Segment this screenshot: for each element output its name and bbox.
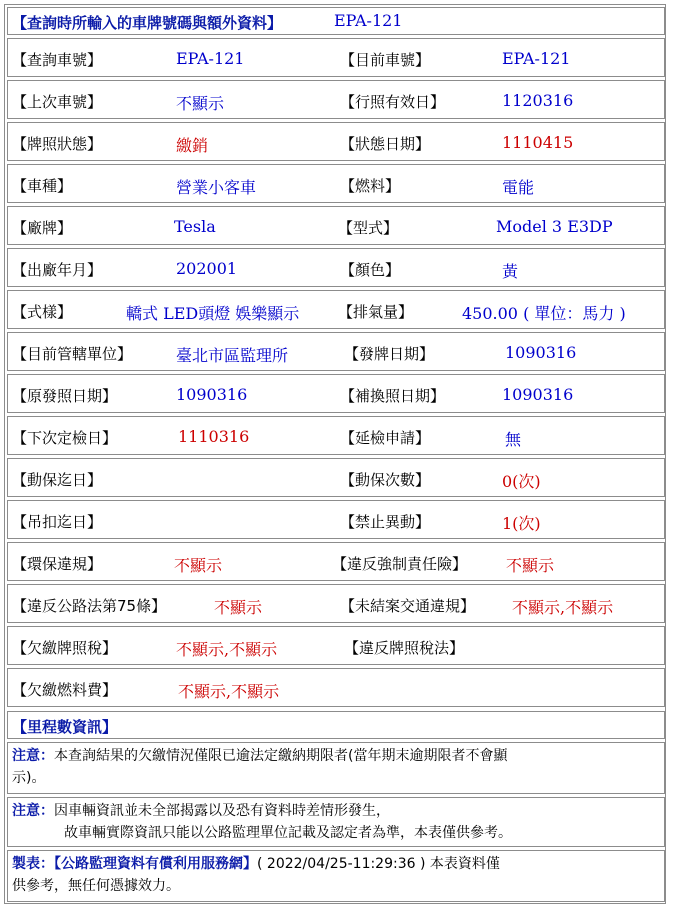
- table-row: [7, 542, 665, 581]
- field-value: 不顯示: [506, 556, 555, 575]
- field-value: 不顯示: [214, 598, 263, 617]
- table-row: [7, 206, 665, 245]
- field-label: 【顏色】: [340, 261, 401, 279]
- field-value: 不顯示,不顯示: [512, 598, 614, 617]
- field-value: 202001: [176, 259, 238, 278]
- field-label: 【上次車號】: [12, 93, 103, 111]
- field-label: 【式樣】: [12, 303, 73, 321]
- table-row: [7, 458, 665, 497]
- field-value: 不顯示: [176, 94, 225, 113]
- note-1-line2: 示)。: [12, 770, 46, 786]
- field-label: 【下次定檢日】: [12, 429, 118, 447]
- field-label: 【目前車號】: [340, 51, 431, 69]
- table-row: [7, 668, 665, 707]
- note-2-line1: 因車輛資訊並未全部揭露以及恐有資料時差情形發生，: [54, 803, 390, 819]
- table-row: [7, 416, 665, 455]
- table-row: [7, 290, 665, 329]
- field-label: 【違反強制責任險】: [332, 555, 468, 573]
- field-label: 【燃料】: [340, 177, 401, 195]
- field-value: 1120316: [502, 91, 574, 110]
- table-row: [7, 80, 665, 119]
- footer-line1: ( 2022/04/25-11:29:36 ) 本表資料僅: [257, 856, 500, 872]
- field-value: 繳銷: [176, 136, 209, 155]
- table-row: [7, 332, 665, 371]
- field-value: 不顯示,不顯示: [178, 682, 280, 701]
- report-header: [7, 7, 665, 35]
- footer-source: 【公路監理資料有償利用服務網】: [54, 856, 257, 872]
- note-2: [7, 797, 665, 847]
- note-1-line1: 本查詢結果的欠繳情況僅限已逾法定繳納期限者(當年期末逾期限者不會顯: [54, 748, 508, 764]
- table-row: [7, 248, 665, 287]
- field-label: 【延檢申請】: [340, 429, 431, 447]
- field-label: 【違反公路法第75條】: [12, 597, 167, 615]
- field-value: 臺北市區監理所: [176, 346, 289, 365]
- table-row: [7, 584, 665, 623]
- report-footer: [7, 850, 665, 902]
- field-value: 轎式 LED頭燈 娛樂顯示: [126, 304, 300, 323]
- field-label: 【排氣量】: [338, 303, 414, 321]
- field-value: 電能: [502, 178, 535, 197]
- field-value: 1090316: [505, 343, 577, 362]
- mileage-section: [7, 711, 665, 739]
- field-label: 【行照有效日】: [340, 93, 446, 111]
- field-value: Model 3 E3DP: [496, 217, 613, 236]
- field-value: Tesla: [174, 217, 216, 236]
- table-row: [7, 122, 665, 161]
- note-2-prefix: 注意：: [12, 803, 54, 819]
- table-row: [7, 374, 665, 413]
- field-label: 【出廠年月】: [12, 261, 103, 279]
- field-label: 【補換照日期】: [340, 387, 446, 405]
- table-row: [7, 500, 665, 539]
- field-value: 1090316: [502, 385, 574, 404]
- field-value: 1110415: [502, 133, 574, 152]
- field-label: 【車種】: [12, 177, 73, 195]
- field-value: 無: [505, 430, 522, 449]
- field-value: EPA-121: [502, 49, 571, 68]
- field-value: 0(次): [502, 472, 541, 491]
- field-label: 【禁止異動】: [340, 513, 431, 531]
- field-label: 【牌照狀態】: [12, 135, 103, 153]
- field-value: 450.00 ( 單位：馬力 ): [462, 304, 626, 323]
- field-value: 不顯示,不顯示: [176, 640, 278, 659]
- field-label: 【型式】: [338, 219, 399, 237]
- field-label: 【動保迄日】: [12, 471, 103, 489]
- note-1: [7, 742, 665, 794]
- note-2-line2: 故車輛實際資訊只能以公路監理單位記載及認定者為準，本表僅供參考。: [64, 825, 512, 841]
- field-label: 【狀態日期】: [340, 135, 431, 153]
- field-label: 【欠繳牌照稅】: [12, 639, 118, 657]
- field-label: 【目前管轄單位】: [12, 345, 133, 363]
- field-value: 營業小客車: [176, 178, 257, 197]
- table-row: [7, 164, 665, 203]
- mileage-label: 【里程數資訊】: [12, 718, 118, 736]
- footer-line2: 供參考，無任何憑據效力。: [12, 878, 180, 894]
- field-label: 【欠繳燃料費】: [12, 681, 118, 699]
- table-row: [7, 626, 665, 665]
- field-value: 1(次): [502, 514, 541, 533]
- field-label: 【動保次數】: [340, 471, 431, 489]
- note-1-prefix: 注意：: [12, 748, 54, 764]
- field-label: 【廠牌】: [12, 219, 73, 237]
- field-value: 黃: [502, 262, 519, 281]
- footer-prefix: 製表：: [12, 856, 54, 872]
- field-label: 【環保違規】: [12, 555, 103, 573]
- field-value: 1090316: [176, 385, 248, 404]
- field-value: 1110316: [178, 427, 250, 446]
- field-label: 【原發照日期】: [12, 387, 118, 405]
- field-label: 【吊扣迄日】: [12, 513, 103, 531]
- field-value: EPA-121: [176, 49, 245, 68]
- table-row: [7, 38, 665, 77]
- field-value: 不顯示: [174, 556, 223, 575]
- header-title-plate: EPA-121: [334, 11, 403, 30]
- header-title-label: 【查詢時所輸入的車牌號碼與額外資料】: [12, 14, 283, 32]
- field-label: 【違反牌照稅法】: [344, 639, 465, 657]
- field-label: 【發牌日期】: [344, 345, 435, 363]
- field-label: 【未結案交通違規】: [340, 597, 476, 615]
- field-label: 【查詢車號】: [12, 51, 103, 69]
